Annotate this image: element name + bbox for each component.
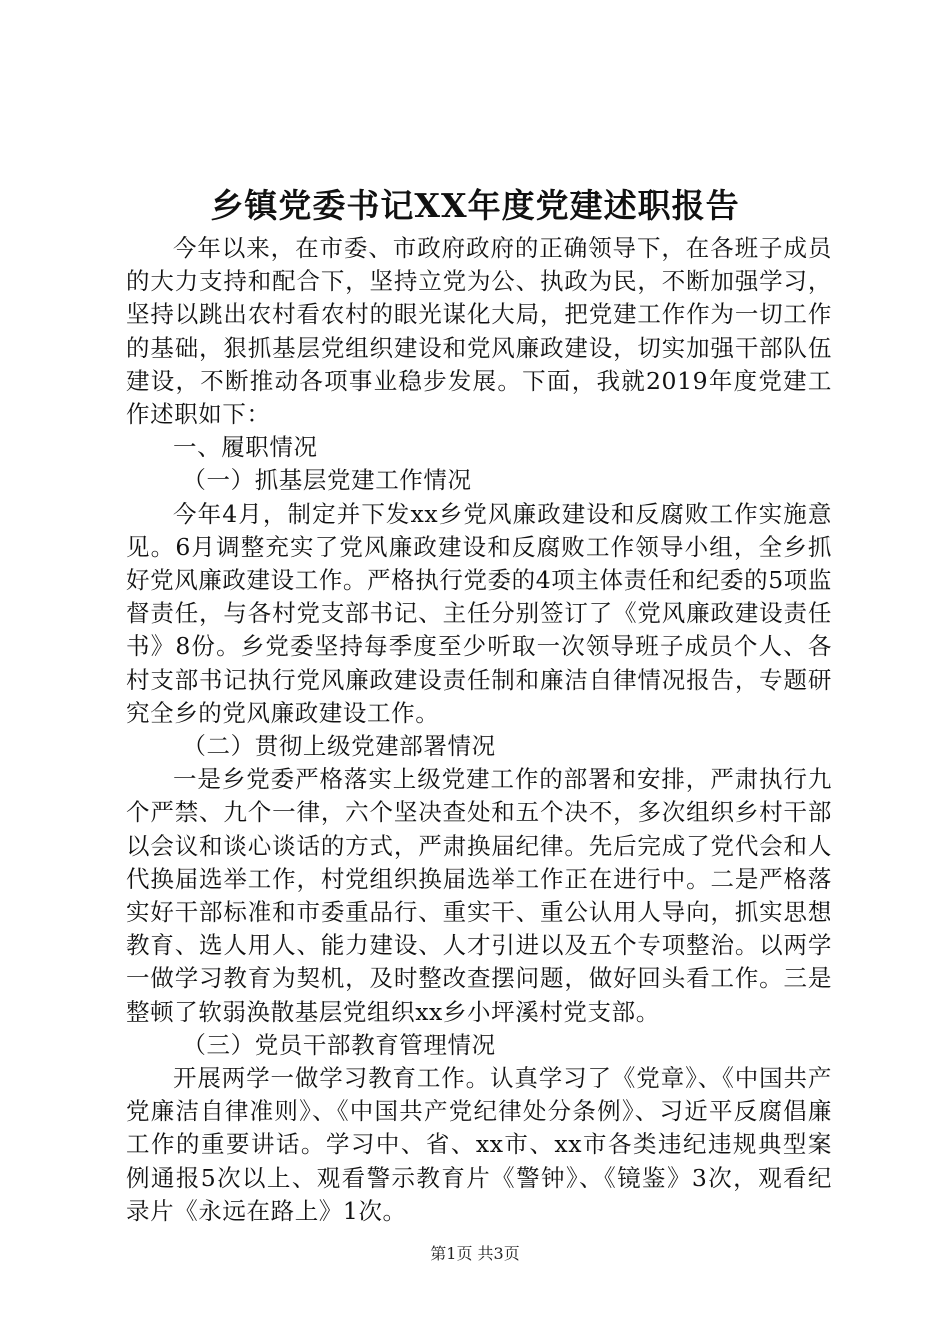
subsection-heading-2: （二）贯彻上级党建部署情况 xyxy=(182,732,496,761)
section-heading-1: 一、履职情况 xyxy=(173,433,318,462)
document-title: 乡镇党委书记XX年度党建述职报告 xyxy=(210,186,740,225)
intro-paragraph: 今年以来，在市委、市政府政府的正确领导下，在各班子成员的大力支持和配合下，坚持立党为公、执政为民，不断加强学习，坚持以跳出农村看农村的眼光谋化大局，把党建工作作为一切工作的基础，狠抓基层党组织建设和党风廉政建设，切实加强干部队伍建设，不断推动各项事业稳步发展。下面，我就2019年度党建工作述职如下： xyxy=(126,234,832,429)
subsection-heading-1: （一）抓基层党建工作情况 xyxy=(182,466,472,495)
subsection-paragraph-1: 今年4月，制定并下发xx乡党风廉政建设和反腐败工作实施意见。6月调整充实了党风廉政建设和反腐败工作领导小组，全乡抓好党风廉政建设工作。严格执行党委的4项主体责任和纪委的5项监督责任，与各村党支部书记、主任分别签订了《党风廉政建设责任书》8份。乡党委坚持每季度至少听取一次领导班子成员个人、各村支部书记执行党风廉政建设责任制和廉洁自律情况报告，专题研究全乡的党风廉政建设工作。 xyxy=(126,499,832,727)
document-body xyxy=(126,232,832,1228)
subsection-paragraph-2: 一是乡党委严格落实上级党建工作的部署和安排，严肃执行九个严禁、九个一律，六个坚决查处和五个决不，多次组织乡村干部以会议和谈心谈话的方式，严肃换届纪律。先后完成了党代会和人代换届选举工作，村党组织换届选举工作正在进行中。二是严格落实好干部标准和市委重品行、重实干、重公认用人导向，抓实思想教育、选人用人、能力建设、人才引进以及五个专项整治。以两学一做学习教育为契机，及时整改查摆问题，做好回头看工作。三是整顿了软弱涣散基层党组织xx乡小坪溪村党支部。 xyxy=(126,765,832,1026)
subsection-heading-3: （三）党员干部教育管理情况 xyxy=(182,1030,496,1059)
subsection-paragraph-3: 开展两学一做学习教育工作。认真学习了《党章》、《中国共产党廉洁自律准则》、《中国共产党纪律处分条例》、习近平反腐倡廉工作的重要讲话。学习中、省、xx市、xx市各类违纪违规典型案例通报5次以上、观看警示教育片《警钟》、《镜鉴》3次，观看纪录片《永远在路上》1次。 xyxy=(126,1064,832,1225)
page-number: 第1页 共3页 xyxy=(430,1244,520,1263)
